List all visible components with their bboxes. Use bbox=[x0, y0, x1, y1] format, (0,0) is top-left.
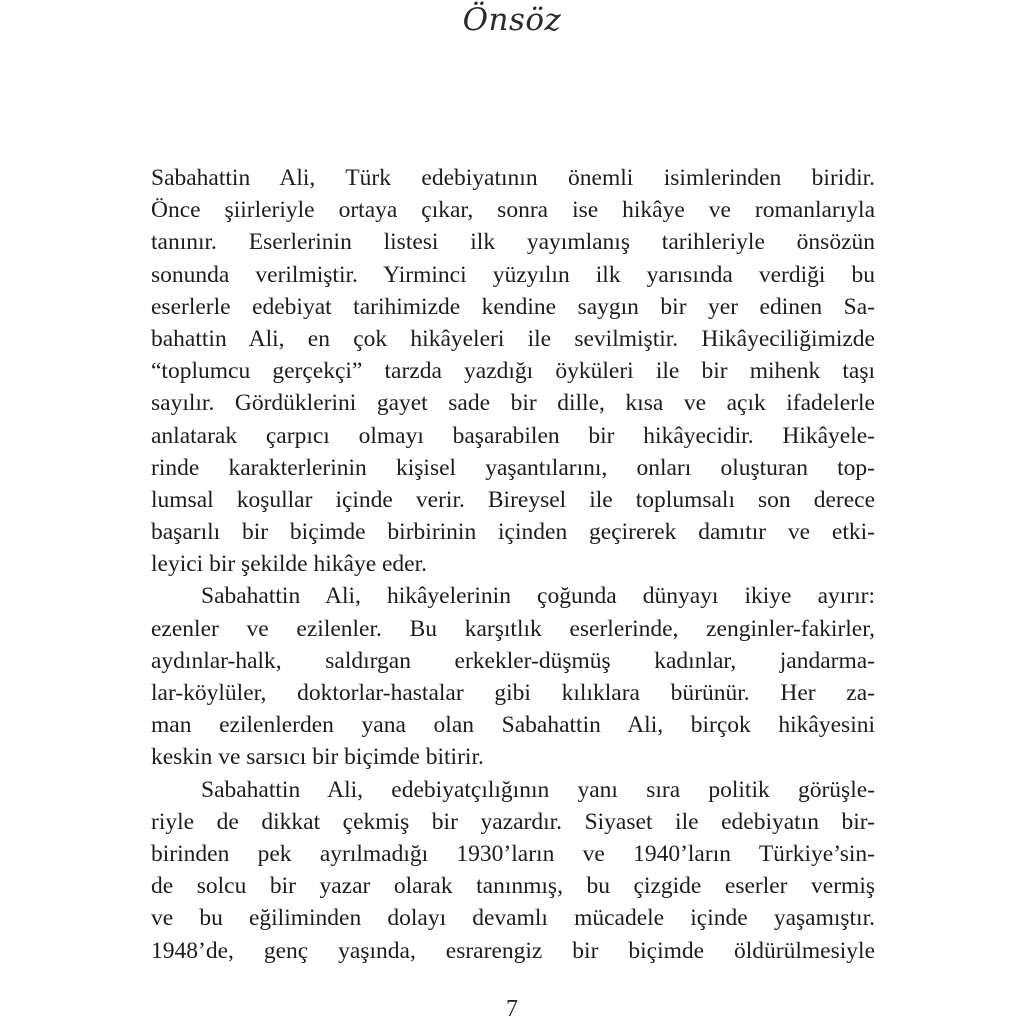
text-line: başarılı bir biçimde birbirinin içinden geçirerek damıtır ve etki- bbox=[151, 519, 875, 546]
text-line: sayılır. Gördüklerini gayet sade bir dille, kısa ve açık ifadelerle bbox=[151, 390, 875, 417]
text-line: leyici bir şekilde hikâye eder. bbox=[151, 551, 428, 578]
text-line: anlatarak çarpıcı olmayı başarabilen bir hikâyecidir. Hikâyele- bbox=[151, 422, 875, 449]
text-line: keskin ve sarsıcı bir biçimde bitirir. bbox=[151, 744, 484, 771]
text-line: Sabahattin Ali, edebiyatçılığının yanı sıra politik görüşle- bbox=[201, 776, 875, 803]
text-line: tanınır. Eserlerinin listesi ilk yayımlanış tarihleriyle önsözün bbox=[151, 229, 875, 256]
text-line: man ezilenlerden yana olan Sabahattin Ali, birçok hikâyesini bbox=[151, 712, 875, 739]
text-line: Sabahattin Ali, Türk edebiyatının önemli isimlerinden biridir. bbox=[151, 165, 875, 191]
text-line: birinden pek ayrılmadığı 1930’ların ve 1940’ların Türkiye’sin- bbox=[151, 840, 875, 867]
text-line: Önce şiirleriyle ortaya çıkar, sonra ise hikâye ve romanlarıyla bbox=[151, 197, 875, 224]
text-line: sonunda verilmiştir. Yirminci yüzyılın ilk yarısında verdiği bu bbox=[151, 261, 875, 288]
text-line: ezenler ve ezilenler. Bu karşıtlık eserlerinde, zenginler-fakirler, bbox=[151, 615, 875, 642]
text-line: eserlerle edebiyat tarihimizde kendine saygın bir yer edinen Sa- bbox=[151, 293, 875, 320]
text-line: 1948’de, genç yaşında, esrarengiz bir biçimde öldürülmesiyle bbox=[151, 937, 875, 964]
body-text bbox=[151, 162, 875, 967]
paragraph-3 bbox=[151, 774, 875, 967]
text-line: lar-köylüler, doktorlar-hastalar gibi kılıklara bürünür. Her za- bbox=[151, 680, 875, 706]
text-line: de solcu bir yazar olarak tanınmış, bu çizgide eserler vermiş bbox=[151, 873, 875, 900]
text-line: rinde karakterlerinin kişisel yaşantılarını, onları oluşturan top- bbox=[151, 454, 875, 481]
paragraph-1 bbox=[151, 162, 875, 580]
text-line: riyle de dikkat çekmiş bir yazardır. Siyaset ile edebiyatın bir- bbox=[151, 808, 875, 835]
text-line: Sabahattin Ali, hikâyelerinin çoğunda dünyayı ikiye ayırır: bbox=[201, 583, 875, 610]
text-line: aydınlar-halk, saldırgan erkekler-düşmüş kadınlar, jandarma- bbox=[151, 647, 875, 674]
text-line: lumsal koşullar içinde verir. Bireysel ile toplumsalı son derece bbox=[151, 486, 875, 513]
text-line: “toplumcu gerçekçi” tarzda yazdığı öyküleri ile bir mihenk taşı bbox=[151, 358, 875, 385]
page-number: 7 bbox=[506, 996, 518, 1022]
text-line: bahattin Ali, en çok hikâyeleri ile sevilmiştir. Hikâyeciliğimizde bbox=[151, 325, 875, 352]
paragraph-2 bbox=[151, 580, 875, 773]
text-line: ve bu eğiliminden dolayı devamlı mücadele içinde yaşamıştır. bbox=[151, 905, 875, 932]
chapter-title: Önsöz bbox=[462, 2, 562, 38]
